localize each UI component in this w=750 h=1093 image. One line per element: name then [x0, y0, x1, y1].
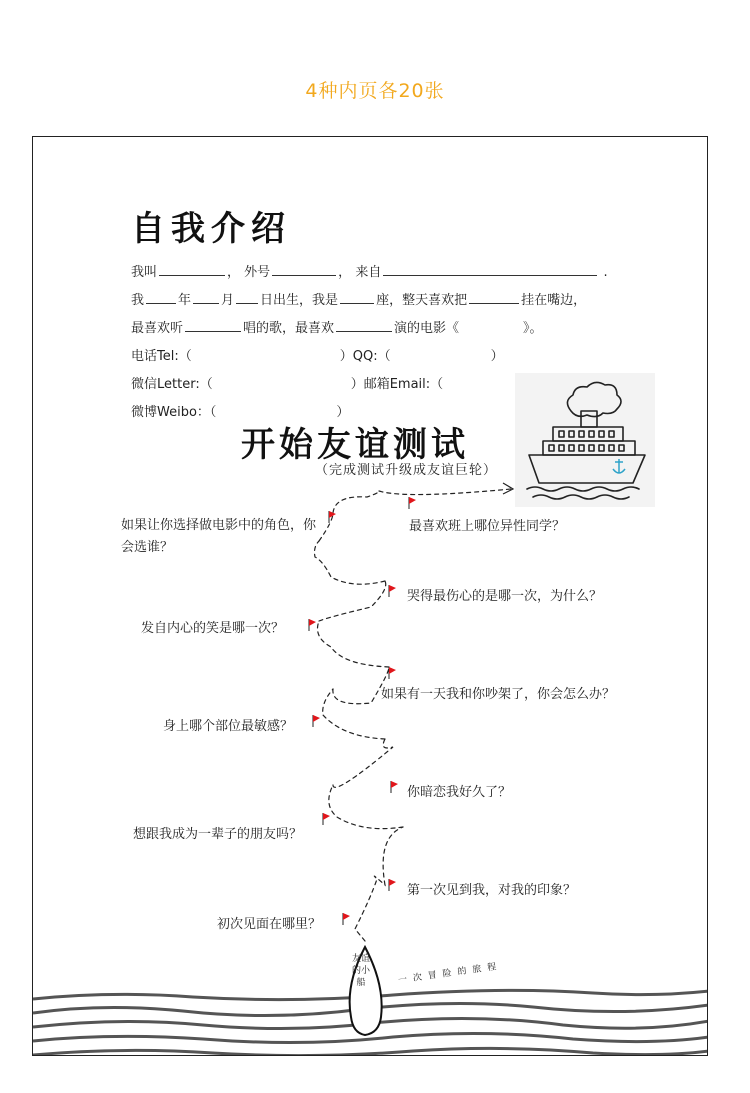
intro-title: 自我介绍 — [131, 209, 291, 249]
test-title: 开始友谊测试 — [241, 425, 469, 465]
flag-icon — [309, 497, 416, 925]
qq-close: ） — [490, 349, 504, 364]
banner-text: 4种内页各20张 — [305, 80, 445, 102]
nickname-label: 外号 — [244, 265, 271, 280]
question-sensitive-part: 身上哪个部位最敏感？ — [163, 719, 294, 734]
sign-label: 座，整天喜欢把 — [376, 293, 468, 308]
me-label: 我 — [131, 293, 145, 308]
year-label: 年 — [178, 293, 192, 308]
qq-label: ）QQ:（ — [339, 349, 391, 364]
name-label: 我叫 — [131, 265, 158, 280]
phone-label: 电话Tel:（ — [131, 349, 192, 364]
month-label: 月 — [221, 293, 235, 308]
journey-path — [33, 137, 708, 1056]
question-quarrel: 如果有一天我和你吵架了，你会怎么办？ — [381, 687, 616, 702]
movie-label: 演的电影《 — [394, 321, 460, 336]
question-first-impression: 第一次见到我，对我的印象？ — [407, 883, 577, 898]
movie-end: 》。 — [523, 321, 543, 336]
test-subtitle: （完成测试升级成友谊巨轮） — [315, 463, 498, 478]
question-movie-role: 如果让你选择做电影中的角色，你会选谁？ — [121, 518, 317, 555]
boat-label: 友谊的小船 — [351, 954, 370, 988]
question-lifelong-friend: 想跟我成为一辈子的朋友吗？ — [133, 827, 303, 842]
weibo-label: 微博Weibo：（ — [131, 405, 217, 420]
question-heartfelt-laugh: 发自内心的笑是哪一次？ — [141, 621, 285, 636]
inner-page — [32, 136, 708, 1056]
question-secret-love: 你暗恋我好久了？ — [407, 785, 512, 800]
question-saddest-cry: 哭得最伤心的是哪一次，为什么？ — [407, 589, 603, 604]
sing-label: 唱的歌，最喜欢 — [243, 321, 335, 336]
form-line-name: 我叫 ， 外号 ， 来自 . — [131, 265, 608, 280]
question-first-meet: 初次见面在哪里？ — [217, 917, 322, 932]
from-label: 来自 — [355, 265, 382, 280]
song-label: 最喜欢听 — [131, 321, 184, 336]
journey-label: 一次冒险的旅程 — [397, 961, 503, 986]
question-crush-class: 最喜欢班上哪位异性同学？ — [409, 519, 566, 534]
weibo-close: ） — [336, 405, 350, 420]
born-label: 日出生，我是 — [260, 293, 339, 308]
catchphrase-label: 挂在嘴边， — [521, 293, 587, 308]
email-label: ）邮箱Email:（ — [350, 377, 444, 392]
wechat-label: 微信Letter:（ — [131, 377, 213, 392]
